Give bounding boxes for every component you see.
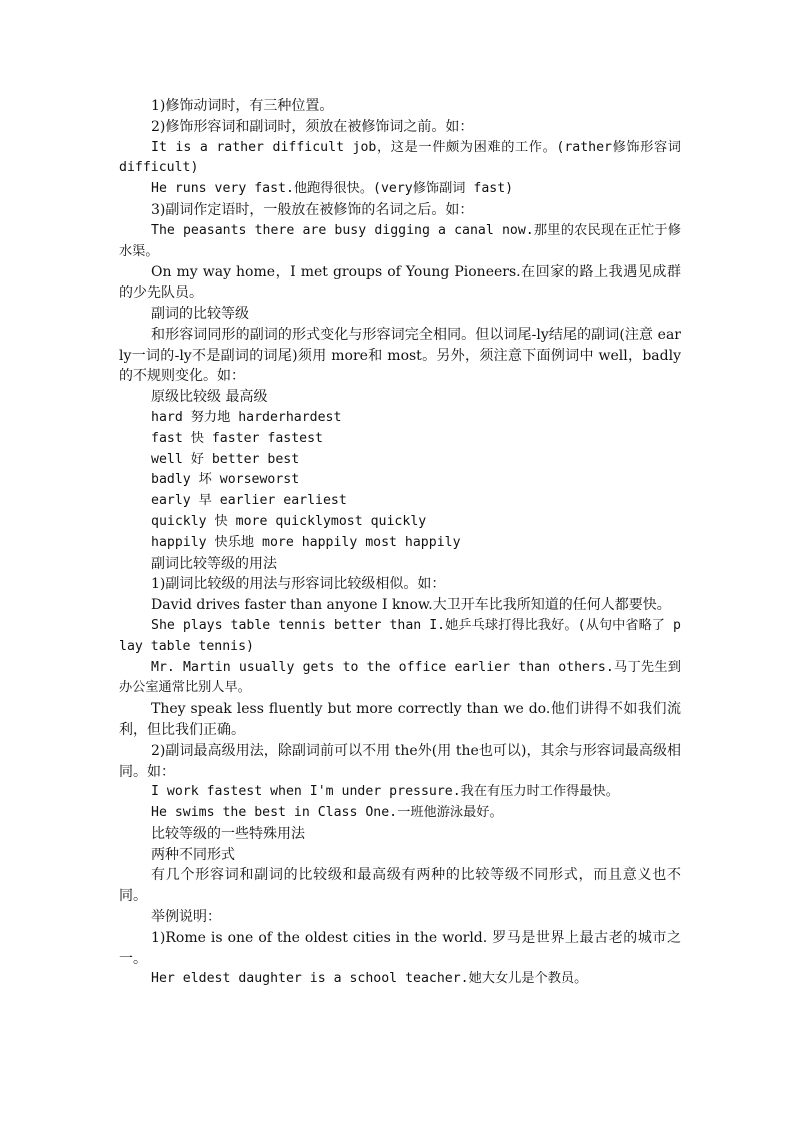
paragraph-two-forms: 有几个形容词和副词的比较级和最高级有两种的比较等级不同形式，而且意义也不同。	[119, 867, 681, 905]
example-eldest-daughter: Her eldest daughter is a school teacher.她大女儿是个教员。	[151, 971, 588, 987]
example-mr-martin: Mr. Martin usually gets to the office earlier than others.马丁先生到办公室通常比别人早。	[119, 659, 681, 696]
word-row-early: early 早 earlier earliest	[151, 493, 347, 509]
paragraph-superlative-usage: 2)副词最高级用法，除副词前可以不用 the外(用 the也可以)，其余与形容词最高级相同。如：	[119, 742, 681, 780]
word-row-hard: hard 努力地 harderhardest	[151, 409, 342, 425]
example-rather-difficult: It is a rather difficult job，这是一件颇为困难的工作。(rather修饰形容词 difficult)	[119, 139, 681, 176]
example-speak-less-fluently: They speak less fluently but more correctly than we do.他们讲得不如我们流利，但比我们正确。	[119, 701, 681, 738]
example-young-pioneers: On my way home，I met groups of Young Pioneers.在回家的路上我遇见成群的少先队员。	[119, 264, 681, 302]
example-peasants: The peasants there are busy digging a canal now.那里的农民现在正忙于修水渠。	[119, 222, 681, 259]
word-row-well: well 好 better best	[151, 451, 300, 467]
word-row-fast: fast 快 faster fastest	[151, 430, 323, 446]
heading-adverb-comparison: 副词的比较等级	[151, 305, 249, 322]
word-row-badly: badly 坏 worseworst	[151, 472, 300, 488]
example-table-tennis: She plays table tennis better than I.她乒乓球打得比我好。(从句中省略了 play table tennis)	[119, 617, 681, 654]
example-swims-best: He swims the best in Class One.一班他游泳最好。	[151, 805, 503, 821]
table-header-degrees: 原级比较级 最高级	[151, 389, 268, 406]
paragraph-comparison-forms: 和形容词同形的副词的形式变化与形容词完全相同。但以词尾-ly结尾的副词(注意 early一词的-ly不是副词的词尾)须用 more和 most。另外，须注意下面例词中 well，badly的不规则变化。如：	[119, 326, 681, 385]
document-body	[119, 96, 681, 990]
example-work-fastest: I work fastest when I'm under pressure.我在有压力时工作得最快。	[151, 784, 619, 800]
word-row-happily: happily 快乐地 more happily most happily	[151, 534, 461, 550]
heading-two-forms: 两种不同形式	[151, 846, 235, 863]
paragraph-comparative-usage: 1)副词比较级的用法与形容词比较级相似。如：	[151, 576, 446, 593]
paragraph-examples-label: 举例说明：	[151, 909, 221, 926]
paragraph-adverb-as-attribute: 3)副词作定语时，一般放在被修饰的名词之后。如：	[151, 201, 474, 218]
example-rome-oldest: 1)Rome is one of the oldest cities in the world. 罗马是世界上最古老的城市之一。	[119, 929, 681, 967]
example-runs-very-fast: He runs very fast.他跑得很快。(very修饰副词 fast)	[151, 181, 514, 197]
word-row-quickly: quickly 快 more quicklymost quickly	[151, 513, 427, 529]
example-david-drives: David drives faster than anyone I know.大卫开车比我所知道的任何人都要快。	[151, 597, 671, 614]
paragraph-adverb-modify-adjective: 2)修饰形容词和副词时，须放在被修饰词之前。如：	[151, 118, 474, 135]
paragraph-adverb-modify-verb: 1)修饰动词时，有三种位置。	[151, 98, 334, 114]
heading-comparison-usage: 副词比较等级的用法	[151, 555, 277, 572]
heading-special-usage: 比较等级的一些特殊用法	[151, 825, 305, 842]
